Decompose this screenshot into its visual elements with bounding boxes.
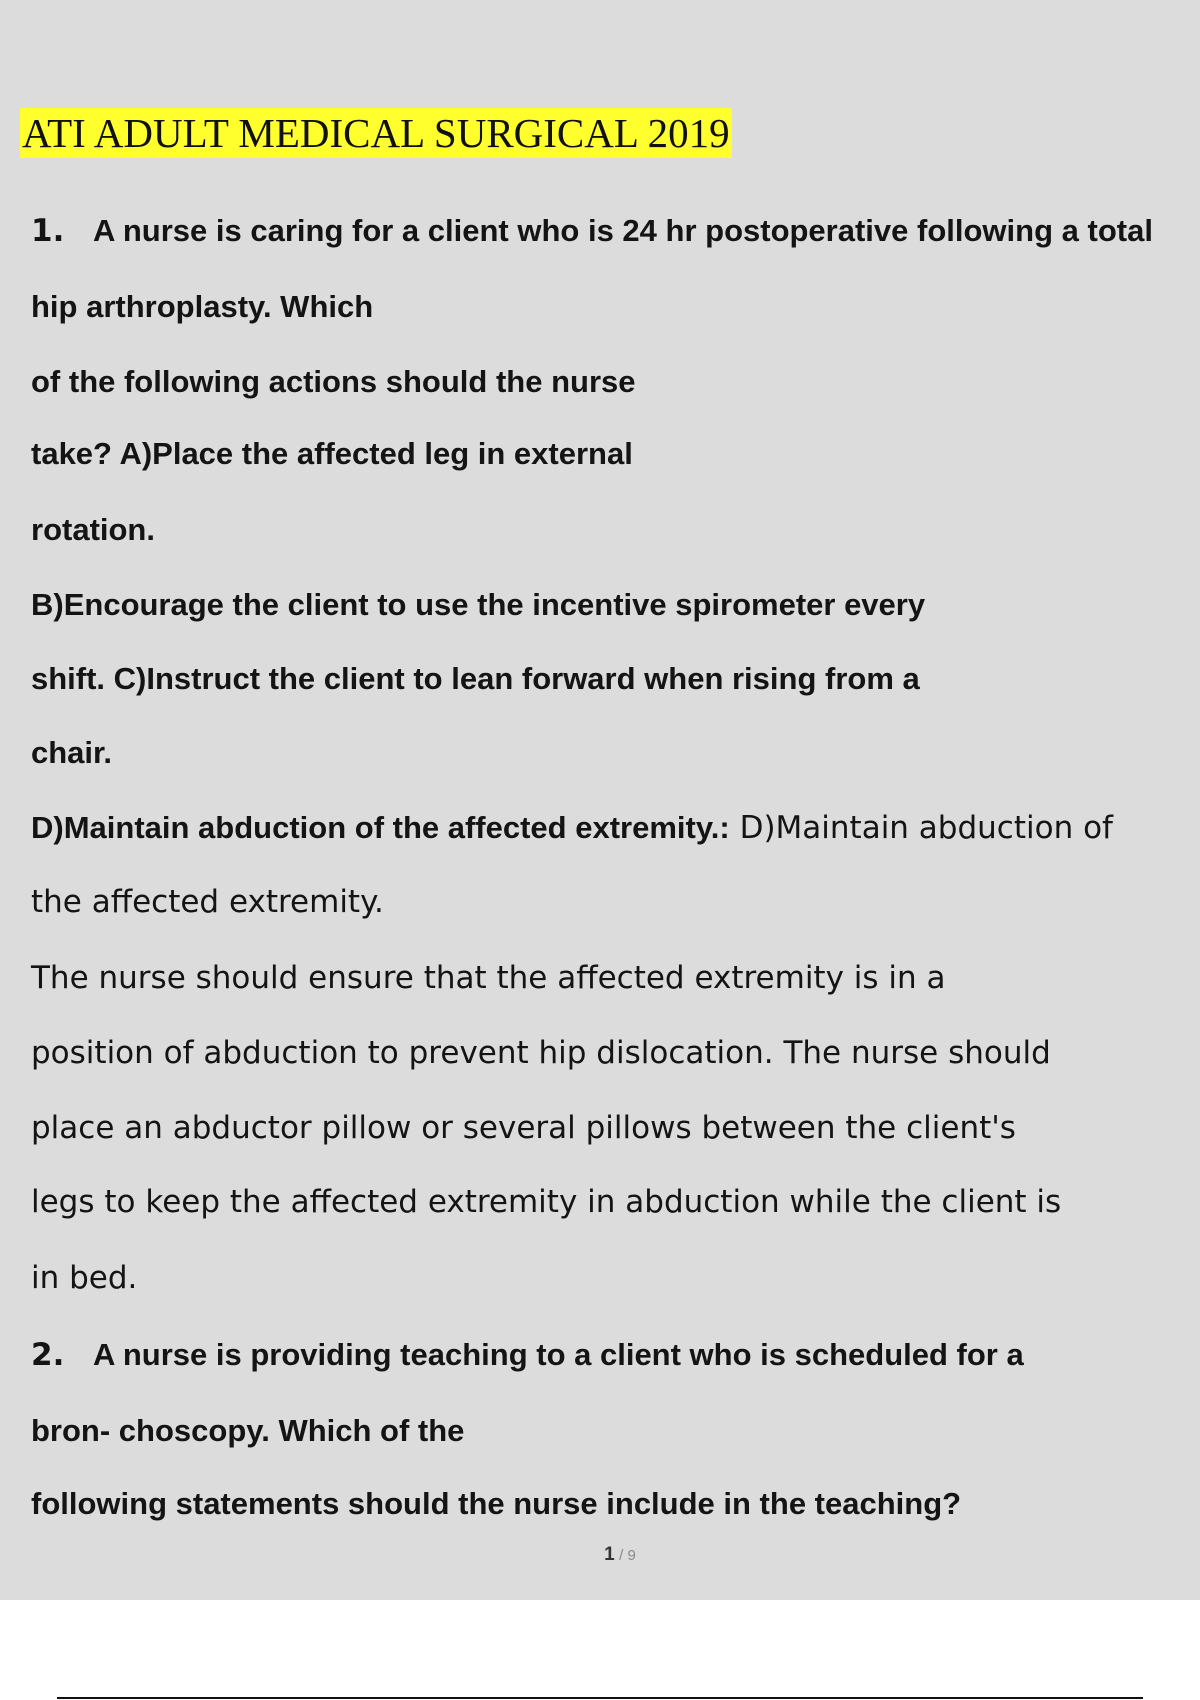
question-1-line-4: take? A)Place the affected leg in external bbox=[31, 436, 633, 471]
question-1-text-1: A nurse is caring for a client who is 24 hr postoperative following a total bbox=[93, 213, 1153, 248]
document-title: ATI ADULT MEDICAL SURGICAL 2019 bbox=[22, 110, 730, 156]
question-1-line-3: of the following actions should the nurse bbox=[31, 364, 636, 399]
question-1-line-6: B)Encourage the client to use the incentive spirometer every bbox=[31, 587, 926, 622]
page-current: 1 bbox=[604, 1544, 615, 1565]
question-1-number: 1. bbox=[31, 213, 65, 249]
next-page-top-rule bbox=[57, 1697, 1143, 1699]
question-1-line-5: rotation. bbox=[31, 512, 155, 547]
question-2-number: 2. bbox=[31, 1337, 65, 1373]
rationale-line: legs to keep the affected extremity in abduction while the client is bbox=[31, 1184, 1062, 1220]
page-total: / 9 bbox=[619, 1547, 636, 1564]
answer-text: D)Maintain abduction of bbox=[729, 810, 1113, 846]
question-1-line-1 bbox=[31, 211, 1153, 251]
question-2-text-1: A nurse is providing teaching to a client who is scheduled for a bbox=[93, 1337, 1024, 1372]
answer-label: D)Maintain abduction of the affected extremity.: bbox=[31, 810, 730, 845]
question-2-line-2: bron- choscopy. Which of the bbox=[31, 1413, 465, 1448]
question-1-answer bbox=[31, 808, 1113, 848]
question-2-line-1 bbox=[31, 1335, 1024, 1375]
rationale-line: in bed. bbox=[31, 1260, 138, 1296]
question-1-line-7: shift. C)Instruct the client to lean forward when rising from a bbox=[31, 661, 920, 696]
rationale-line: The nurse should ensure that the affected extremity is in a bbox=[31, 960, 946, 996]
question-2-line-3: following statements should the nurse include in the teaching? bbox=[31, 1486, 962, 1521]
question-1-line-2: hip arthroplasty. Which bbox=[31, 289, 374, 324]
question-1-answer-line-2: the affected extremity. bbox=[31, 884, 384, 920]
page-indicator bbox=[0, 1544, 1200, 1566]
rationale-line: position of abduction to prevent hip dislocation. The nurse should bbox=[31, 1035, 1051, 1071]
rationale-line: place an abductor pillow or several pillows between the client's bbox=[31, 1110, 1016, 1146]
question-1-line-8: chair. bbox=[31, 735, 112, 770]
